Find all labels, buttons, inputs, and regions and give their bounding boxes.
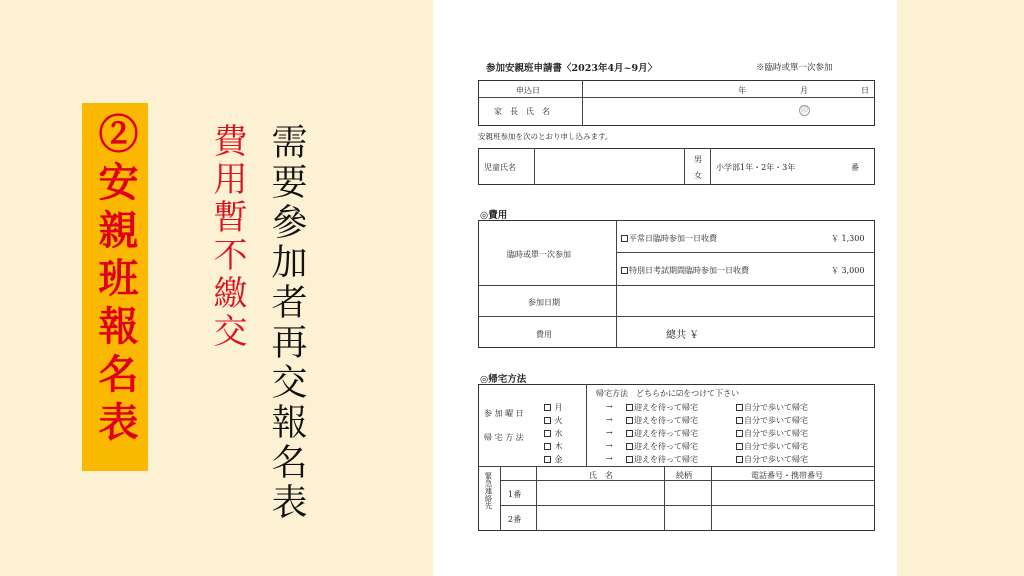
arrow-icon: → — [606, 441, 613, 450]
weekday-thu-label: 木 — [554, 442, 563, 451]
weekday-tue-label: 火 — [554, 416, 563, 425]
checkbox-icon[interactable] — [544, 456, 551, 463]
checkbox-icon[interactable] — [626, 430, 633, 437]
child-name-label: 児童氏名 — [484, 163, 516, 172]
checkbox-icon[interactable] — [544, 430, 551, 437]
fee-option-2[interactable] — [621, 265, 749, 276]
weekday-wed-label: 水 — [554, 429, 563, 438]
row-2-label: 2番 — [508, 515, 522, 524]
fee-option-1[interactable] — [621, 233, 717, 244]
note-fee-not-paid: 費用暫不繳交 — [207, 123, 247, 351]
checkbox-icon[interactable] — [736, 443, 743, 450]
walk-option[interactable] — [736, 415, 808, 426]
pickup-option[interactable] — [626, 415, 698, 426]
col-relation: 続柄 — [676, 471, 692, 480]
checkbox-icon[interactable] — [544, 443, 551, 450]
return-method-label: 帰 宅 方 法 — [484, 433, 524, 442]
pickup-option-label: 迎えを待って帰宅 — [634, 455, 698, 464]
gender-female: 女 — [694, 171, 702, 180]
pickup-option[interactable] — [626, 428, 698, 439]
checkbox-icon[interactable] — [736, 417, 743, 424]
walk-option[interactable] — [736, 428, 808, 439]
seal-mark: 印 — [801, 106, 808, 114]
fee-option-2-price: ￥ 3,000 — [831, 266, 865, 275]
slide-title: ②安親班報名表 — [92, 113, 139, 449]
pickup-option-label: 迎えを待って帰宅 — [634, 416, 698, 425]
fee-section-title: ◎費用 — [480, 210, 508, 221]
form-type-note: ※臨時或單一次参加 — [756, 63, 833, 73]
total-label: 總共 ￥ — [666, 330, 700, 341]
fee-option-2-label: 特別日考試期間臨時参加一日收費 — [629, 266, 749, 275]
row-1-label: 1番 — [508, 490, 522, 499]
participation-date-label: 参加日期 — [528, 298, 560, 307]
checkbox-icon[interactable] — [626, 404, 633, 411]
day-label: 日 — [861, 86, 869, 95]
pickup-option-label: 迎えを待って帰宅 — [634, 429, 698, 438]
checkbox-icon[interactable] — [626, 443, 633, 450]
walk-option[interactable] — [736, 402, 808, 413]
cost-label: 費用 — [536, 330, 552, 339]
pickup-option-label: 迎えを待って帰宅 — [634, 442, 698, 451]
weekday-thu[interactable] — [544, 441, 563, 452]
return-section-title: ◎帰宅方法 — [480, 374, 527, 385]
return-instruction: 帰宅方法 どちらかに☑をつけて下さい — [596, 389, 740, 398]
guardian-name-label: 家 長 氏 名 — [494, 107, 550, 116]
fee-option-1-price: ￥ 1,300 — [831, 234, 865, 243]
application-date-label: 申込日 — [516, 86, 540, 95]
pickup-option-label: 迎えを待って帰宅 — [634, 403, 698, 412]
pickup-option[interactable] — [626, 402, 698, 413]
fee-option-1-label: 平常日臨時参加一日收費 — [629, 234, 717, 243]
walk-option[interactable] — [736, 441, 808, 452]
weekday-wed[interactable] — [544, 428, 563, 439]
note-submit-form: 需要參加者再交報名表 — [266, 123, 307, 523]
gender-male: 男 — [694, 155, 702, 164]
apply-statement: 安親班参加を次のとおり申し込みます。 — [478, 132, 613, 141]
seal-icon — [799, 105, 810, 116]
child-box — [478, 148, 875, 185]
arrow-icon: → — [606, 402, 613, 411]
weekday-fri-label: 金 — [554, 455, 563, 464]
walk-option-label: 自分で歩いて帰宅 — [744, 416, 808, 425]
walk-option-label: 自分で歩いて帰宅 — [744, 455, 808, 464]
col-name: 氏 名 — [589, 471, 613, 480]
title-highlight — [82, 103, 148, 471]
checkbox-icon[interactable] — [544, 417, 551, 424]
checkbox-icon[interactable] — [736, 404, 743, 411]
pickup-option[interactable] — [626, 454, 698, 465]
pickup-option[interactable] — [626, 441, 698, 452]
col-phone: 電話番号・携帯番号 — [751, 471, 823, 480]
arrow-icon: → — [606, 415, 613, 424]
arrow-icon: → — [606, 454, 613, 463]
weekday-mon[interactable] — [544, 402, 563, 413]
walk-option-label: 自分で歩いて帰宅 — [744, 429, 808, 438]
number-suffix: 番 — [851, 163, 859, 172]
weekday-fri[interactable] — [544, 454, 563, 465]
month-label: 月 — [800, 86, 808, 95]
walk-option[interactable] — [736, 454, 808, 465]
fee-type-label: 臨時或單一次参加 — [507, 250, 571, 259]
checkbox-icon[interactable] — [736, 430, 743, 437]
weekday-mon-label: 月 — [554, 403, 563, 412]
checkbox-icon[interactable] — [621, 267, 628, 274]
checkbox-icon[interactable] — [626, 456, 633, 463]
weekday-tue[interactable] — [544, 415, 563, 426]
arrow-icon: → — [606, 428, 613, 437]
grade-text: 小学部1年・2年・3年 — [716, 163, 796, 172]
checkbox-icon[interactable] — [626, 417, 633, 424]
emergency-contact-label: 緊急連絡先 — [484, 472, 493, 510]
walk-option-label: 自分で歩いて帰宅 — [744, 403, 808, 412]
checkbox-icon[interactable] — [736, 456, 743, 463]
application-form — [476, 0, 876, 576]
checkbox-icon[interactable] — [544, 404, 551, 411]
walk-option-label: 自分で歩いて帰宅 — [744, 442, 808, 451]
year-label: 年 — [738, 86, 746, 95]
weekday-label: 参 加 曜 日 — [484, 409, 524, 418]
checkbox-icon[interactable] — [621, 235, 628, 242]
form-title: 参加安親班申請書〈2023年4月~9月〉 — [486, 63, 658, 74]
